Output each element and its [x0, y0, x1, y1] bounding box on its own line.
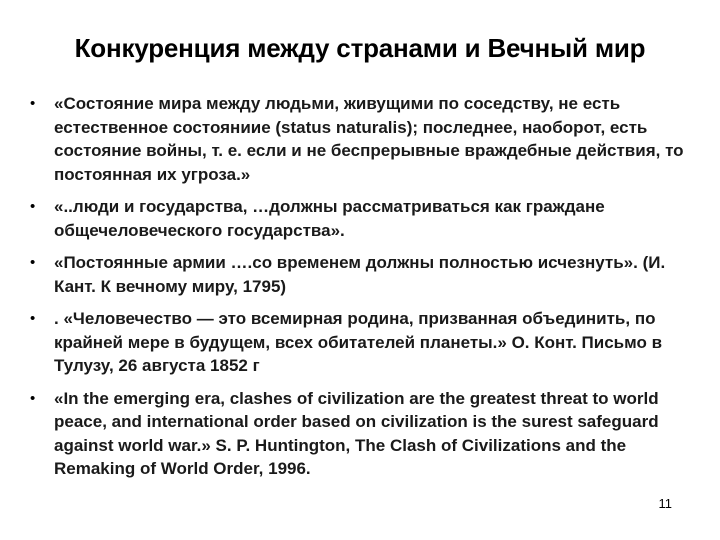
bullet-list	[30, 92, 690, 490]
bullet-text: «In the emerging era, clashes of civilization are the greatest threat to world peace, and international order based on civilization is the surest safeguard against world war.» S. P. Huntington, The Clash of Civilizations and the Remaking of World Order, 1996.	[54, 388, 659, 478]
slide-title: Конкуренция между странами и Вечный мир	[74, 33, 646, 63]
bullet-text: «..люди и государства, …должны рассматриваться как граждане общечеловеческого государства».	[54, 197, 605, 240]
bullet-text: «Состояние мира между людьми, живущими по соседству, не есть естественное состояниие (status naturalis); последнее, наоборот, есть состояние войны, т. е. если и не беспрерывные враждебные действия, то постоянная их угроза.»	[54, 94, 684, 184]
bullet-item	[30, 92, 690, 186]
page-number: 11	[658, 496, 672, 511]
bullet-item	[30, 195, 690, 242]
bullet-dot-icon: •	[30, 95, 36, 112]
bullet-text: «Постоянные армии ….со временем должны полностью исчезнуть». (И. Кант. К вечному миру, 1795)	[54, 253, 666, 296]
bullet-item	[30, 251, 690, 298]
bullet-dot-icon: •	[30, 198, 36, 215]
bullet-item	[30, 387, 690, 481]
bullet-text: . «Человечество — это всемирная родина, призванная объединить, по крайней мере в будущем, всех обитателей планеты.» О. Конт. Письмо в Тулузу, 26 августа 1852 г	[54, 309, 663, 375]
bullet-dot-icon: •	[30, 389, 36, 407]
bullet-item	[30, 307, 690, 378]
bullet-dot-icon: •	[30, 254, 36, 271]
bullet-dot-icon: •	[30, 310, 36, 327]
